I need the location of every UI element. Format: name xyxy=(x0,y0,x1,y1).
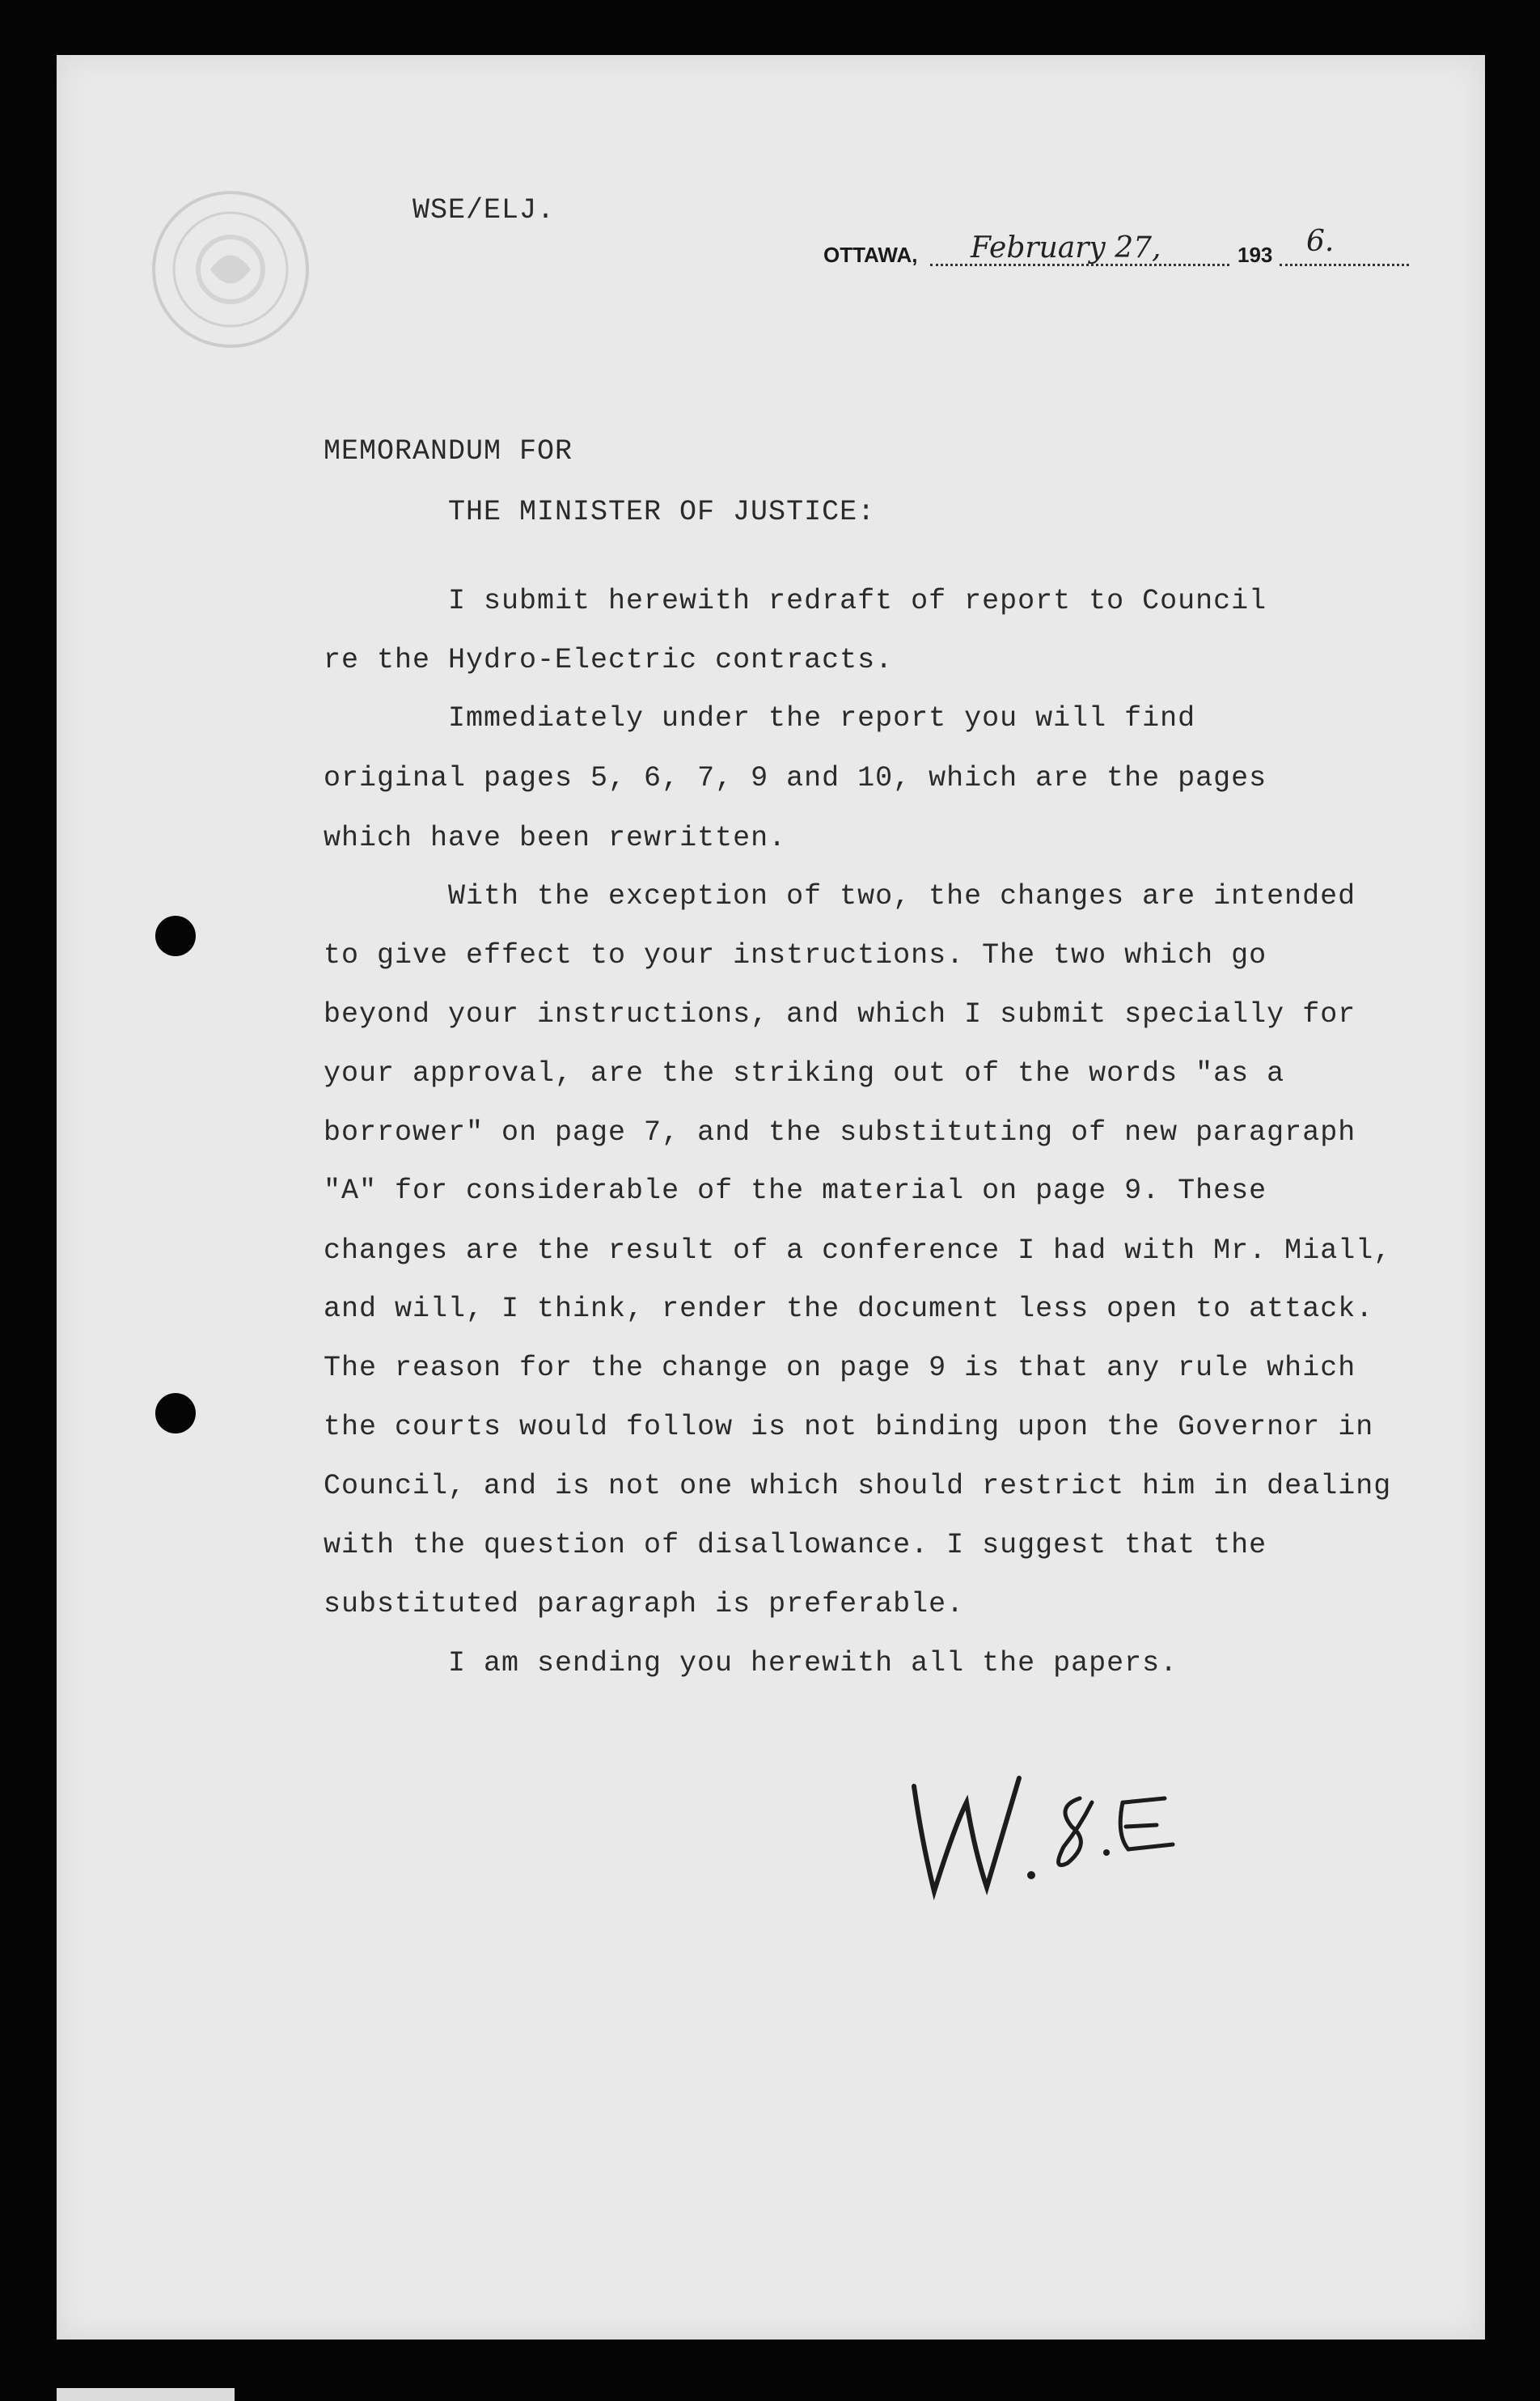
body-line: Immediately under the report you will find xyxy=(448,702,1196,735)
body-line: your approval, are the striking out of the words "as a xyxy=(324,1057,1285,1090)
body-line: I am sending you herewith all the papers. xyxy=(448,1647,1178,1679)
body-line: original pages 5, 6, 7, 9 and 10, which are the pages xyxy=(324,762,1267,794)
body-line: changes are the result of a conference I had with Mr. Miall, xyxy=(324,1234,1392,1267)
memo-recipient: THE MINISTER OF JUSTICE: xyxy=(448,496,876,528)
memo-heading: MEMORANDUM FOR xyxy=(324,435,573,468)
body-line: to give effect to your instructions. The two which go xyxy=(324,939,1267,972)
body-line: beyond your instructions, and which I submit specially for xyxy=(324,998,1356,1031)
body-line: the courts would follow is not binding upon the Governor in xyxy=(324,1411,1374,1443)
body-line: which have been rewritten. xyxy=(324,822,787,854)
body-line: substituted paragraph is preferable. xyxy=(324,1588,965,1620)
reference-code: WSE/ELJ. xyxy=(412,194,556,227)
year-handwritten: 6. xyxy=(1306,225,1335,258)
body-line: With the exception of two, the changes are intended xyxy=(448,880,1356,913)
handwritten-signature xyxy=(898,1754,1181,1916)
body-line: with the question of disallowance. I suggest that the xyxy=(324,1529,1267,1561)
punch-hole xyxy=(155,916,196,956)
body-line: "A" for considerable of the material on page 9. These xyxy=(324,1175,1267,1207)
body-line: Council, and is not one which should restrict him in dealing xyxy=(324,1470,1392,1502)
film-strip-edge xyxy=(57,2388,235,2401)
document-page xyxy=(57,55,1485,2340)
punch-hole xyxy=(155,1393,196,1433)
year-dotted-line xyxy=(1280,264,1409,266)
body-line: I submit herewith redraft of report to Council xyxy=(448,585,1267,617)
body-line: The reason for the change on page 9 is that any rule which xyxy=(324,1352,1356,1384)
body-line: re the Hydro-Electric contracts. xyxy=(324,644,894,676)
body-line: borrower" on page 7, and the substituting of new paragraph xyxy=(324,1116,1356,1149)
body-line: and will, I think, render the document less open to attack. xyxy=(324,1293,1374,1325)
date-handwritten: February 27, xyxy=(971,231,1161,265)
embossed-seal-icon xyxy=(146,184,315,354)
place-label: OTTAWA, xyxy=(823,243,918,267)
year-prefix: 193 xyxy=(1238,243,1273,267)
